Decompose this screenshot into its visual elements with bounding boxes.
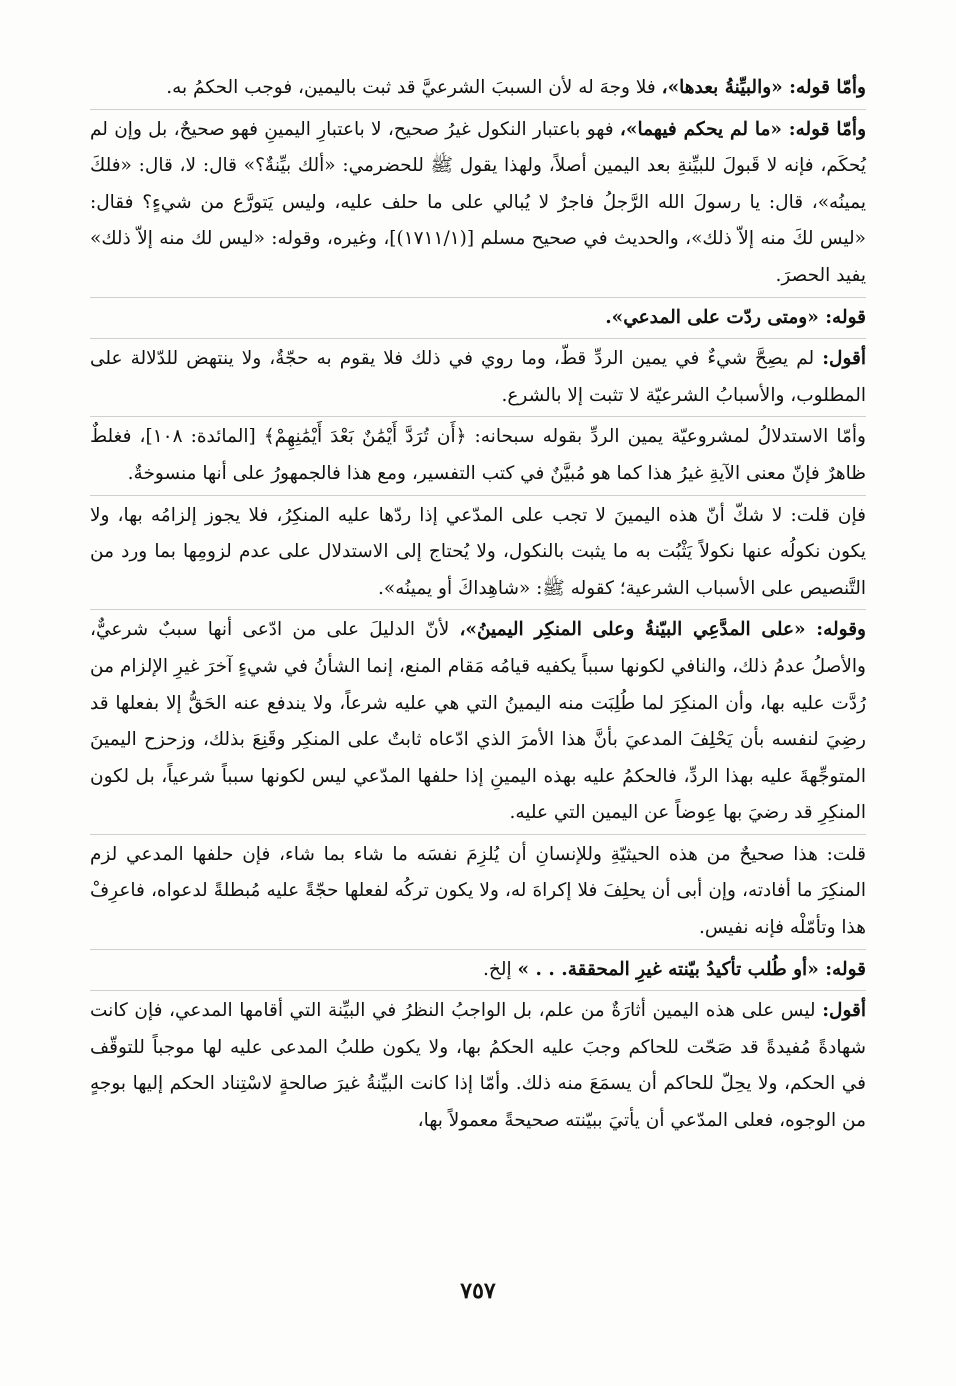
paragraph-5 — [90, 416, 866, 494]
paragraph-10 — [90, 990, 866, 1141]
paragraph-4-lead: أقول: — [822, 348, 866, 370]
paragraph-1-body: فلا وجهَ له لأن السببَ الشرعيَّ قد ثبت باليمين، فوجب الحكمُ به. — [166, 77, 662, 98]
paragraph-2 — [90, 109, 866, 297]
page-number: ٧٥٧ — [460, 1278, 496, 1304]
paragraph-4-body: لم يصِحَّ شيءٌ في يمين الردِّ قطّ، وما روي في ذلك فلا يقوم به حجّةٌ، ولا ينتهض للدّلالة على المطلوب، والأسبابُ الشرعيّة لا تثبت إلا بالشرع. — [90, 348, 866, 406]
paragraph-8 — [90, 834, 866, 949]
paragraph-10-lead: أقول: — [822, 1000, 866, 1022]
paragraph-2-body: فهو باعتبار النكول غيرُ صحيح، لا باعتبارِ اليمينِ فهو صحيحٌ، بل وإن لم يُحكَم، فإنه لا قَبولَ للبيِّنةِ بعد اليمين أصلاً، ولهذا يقول ﷺ للحضرمي: «ألك بيِّنةٌ؟» قال: لا، قال: «فلكَ يمينُه»، قال: يا رسولَ الله الرَّجلُ فاجرٌ لا يُبالي على ما حلف عليه، وليس يَتورَّع من شيءٍ؟ فقال: «ليس لكَ منه إلاّ ذلك»، والحديث في صحيح مسلم [(١٧١١/١)]، وغيره، وقوله: «ليس لك منه إلاّ ذلك» يفيد الحصرَ. — [90, 118, 866, 286]
paragraph-10-body: ليس على هذه اليمين أثارَةٌ من علم، بل الواجبُ النظرُ في البيِّنة التي أقامها المدعي، فإن كانت شهادةً مُفيدةً قد صَحّت للحاكم وجبَ عليه الحكمُ بها، ولا يكون طلبُ المدعى عليه لها موجباً للتوقّف في الحكم، ولا يحِلّ للحاكم أن يسمَعَ منه ذلك. وأمّا إذا كانت البيِّنةُ غيرَ صالحةٍ لاسْتِناد الحكم إليها بوجهٍ من الوجوه، فعلى المدّعي أن يأتيَ ببيّنته صحيحةً معمولاً بها، — [90, 1000, 866, 1132]
paragraph-1 — [90, 70, 866, 109]
paragraph-4 — [90, 338, 866, 416]
paragraph-7-lead: وقوله: «على المدَّعِي البيّنةُ وعلى المنكِر اليمينُ»، — [459, 619, 866, 641]
paragraph-7-body: لأنّ الدليلَ على من ادّعى أنها سببٌ شرعيٌّ، والأصلُ عدمُ ذلك، والنافي لكونها سبباً يكفيه قيامُه مَقام المنع، إنما الشأنُ في شيءٍ آخرَ غيرِ الإلزام من رُدَّت عليه بها، وأن المنكِرَ لما طُلِبَت منه اليمينُ التي هي عليه شرعاً، ولا يندفع عنه الحَقُّ إلا بفعلها قد رضِيَ لنفسه بأن يَحْلِفَ المدعيَ بأنَّ هذا الأمرَ الذي ادّعاه ثابتٌ على المنكِر وقَنِعَ بذلك، وزحزح اليمينَ المتوجِّهةَ عليه بهذا الردِّ، فالحكمُ عليه بهذه اليمينِ إذا حلفها المدّعي ليس لكونها سبباً شرعياً، بل لكون المنكِرِ قد رضيَ بها عِوضاً عن اليمين التي عليه. — [90, 619, 867, 824]
paragraph-9-lead: قوله: «أو طُلب تأكيدُ بيّنته غيرِ المحققة. . . » — [517, 958, 866, 980]
paragraph-9 — [90, 949, 866, 991]
main-text-block — [90, 70, 866, 1142]
paragraph-3-lead: قوله: «ومتى ردّت على المدعي». — [605, 306, 866, 328]
paragraph-2-lead: وأمّا قوله: «ما لم يحكم فيهما»، — [619, 118, 866, 140]
paragraph-3 — [90, 297, 866, 339]
paragraph-8-body: قلت: هذا صحيحٌ من هذه الحيثيّةِ وللإنسانِ أن يُلزِمَ نفسَه ما شاء بما شاء، فإن حلفها المدعي لزم المنكِرَ ما أفادته، وإن أبى أن يحلِفَ فلا إكراهَ له، ولا يكون تركُه لفعلها حجّةً عليه مُبطلةً لدعواه، فاعرِفْ هذا وتأمّلْه فإنه نفيس. — [90, 843, 866, 939]
paragraph-9-body: إلخ. — [483, 958, 518, 980]
paragraph-5-body: وأمّا الاستدلالُ لمشروعيّة يمين الردِّ بقوله سبحانه: ﴿أَن تُرَدَّ أَيْمَٰنٌ بَعْدَ أَيْمَٰنِهِمْ﴾ [المائدة: ١٠٨]، فغلطٌ ظاهرٌ فإنّ معنى الآيةِ غيرُ هذا كما هو مُبيَّنٌ في كتب التفسير، ومع هذا فالجمهورُ على أنها منسوخةٌ. — [90, 426, 866, 484]
paragraph-6-body: فإن قلت: لا شكّ أنّ هذه اليمينَ لا تجب على المدّعي إذا ردّها عليه المنكِرُ، فلا يجوز إلزامُه بها، ولا يكون نكولُه عنها نكولاً يَثْبُت به ما يثبت بالنكول، ولا يُحتاج إلى الاستدلال على عدم لزومِها بما ورد من التَّنصيص على الأسباب الشرعية؛ كقوله ﷺ: «شاهِداكَ أو يمينُه». — [90, 504, 866, 599]
paragraph-1-lead: وأمّا قوله: «والبيِّنةُ بعدها»، — [661, 77, 866, 98]
paragraph-6 — [90, 495, 866, 610]
paragraph-7 — [90, 609, 866, 834]
